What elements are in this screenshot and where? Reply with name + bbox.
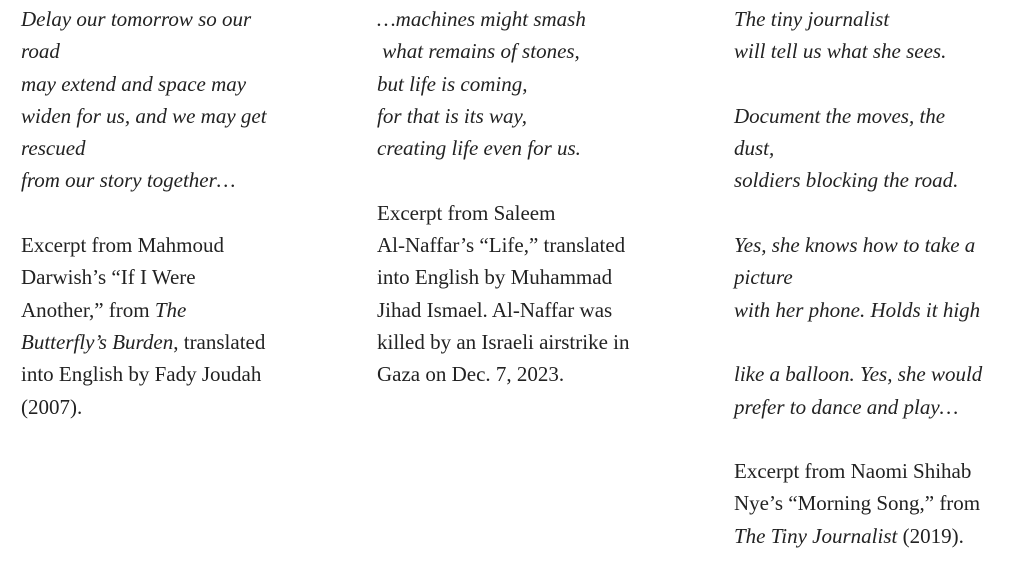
poem-line: prefer to dance and play… bbox=[734, 394, 959, 419]
stanza-gap bbox=[21, 197, 341, 229]
attribution-line bbox=[21, 294, 341, 326]
attribution-text: Another,” from bbox=[21, 297, 155, 322]
book-title: Butterfly’s Burden bbox=[21, 329, 174, 354]
book-title: The Tiny Journalist bbox=[734, 523, 898, 548]
poem-column-nye bbox=[734, 3, 1024, 552]
poem-line: will tell us what she sees. bbox=[734, 39, 947, 64]
poem-column-darwish bbox=[21, 3, 341, 423]
poem-line: picture bbox=[734, 265, 793, 290]
poem-line: may extend and space may bbox=[21, 71, 247, 96]
poem-excerpt bbox=[734, 3, 1024, 423]
stanza-gap bbox=[734, 326, 1024, 358]
attribution-line: killed by an Israeli airstrike in bbox=[377, 329, 630, 354]
stanza-gap bbox=[377, 164, 697, 196]
poem-attribution bbox=[377, 197, 697, 391]
poem-excerpt bbox=[377, 3, 697, 164]
poem-line: for that is its way, bbox=[377, 103, 527, 128]
poem-line: road bbox=[21, 39, 60, 64]
poem-line: rescued bbox=[21, 136, 86, 161]
poem-line: Yes, she knows how to take a bbox=[734, 233, 976, 258]
poem-line: …machines might smash bbox=[377, 7, 586, 31]
attribution-line: Al-Naffar’s “Life,” translated bbox=[377, 233, 626, 258]
stanza-gap bbox=[734, 68, 1024, 100]
attribution-line: into English by Muhammad bbox=[377, 265, 613, 290]
poem-line: but life is coming, bbox=[377, 71, 528, 96]
attribution-line: Excerpt from Saleem bbox=[377, 200, 556, 225]
attribution-line bbox=[734, 520, 1024, 552]
poem-line: soldiers blocking the road. bbox=[734, 168, 959, 193]
stanza-gap bbox=[734, 197, 1024, 229]
attribution-line: (2007). bbox=[21, 394, 83, 419]
attribution-line: Darwish’s “If I Were bbox=[21, 265, 196, 290]
poem-line: dust, bbox=[734, 136, 775, 161]
poem-attribution bbox=[734, 455, 1024, 552]
poem-attribution bbox=[21, 229, 341, 423]
poem-column-alnaffar bbox=[377, 3, 697, 391]
poem-line: with her phone. Holds it high bbox=[734, 297, 981, 322]
attribution-line: Excerpt from Mahmoud bbox=[21, 233, 224, 258]
poem-line: The tiny journalist bbox=[734, 7, 890, 31]
attribution-line: Excerpt from Naomi Shihab bbox=[734, 459, 972, 484]
poem-excerpt bbox=[21, 3, 341, 197]
attribution-text: , translated bbox=[173, 329, 266, 354]
attribution-line: into English by Fady Joudah bbox=[21, 362, 262, 387]
attribution-line: Nye’s “Morning Song,” from bbox=[734, 491, 981, 516]
attribution-line: Gaza on Dec. 7, 2023. bbox=[377, 362, 565, 387]
poem-line: Document the moves, the bbox=[734, 103, 946, 128]
poem-line: creating life even for us. bbox=[377, 136, 581, 161]
attribution-line bbox=[21, 326, 341, 358]
poem-line: widen for us, and we may get bbox=[21, 103, 267, 128]
attribution-text: (2019). bbox=[897, 523, 964, 548]
poem-line: from our story together… bbox=[21, 168, 236, 193]
book-title: The bbox=[154, 297, 187, 322]
poem-line: Delay our tomorrow so our bbox=[21, 7, 252, 31]
poem-line: what remains of stones, bbox=[377, 39, 580, 64]
stanza-gap bbox=[734, 423, 1024, 455]
attribution-line: Jihad Ismael. Al-Naffar was bbox=[377, 297, 613, 322]
poem-line: like a balloon. Yes, she would bbox=[734, 362, 983, 387]
